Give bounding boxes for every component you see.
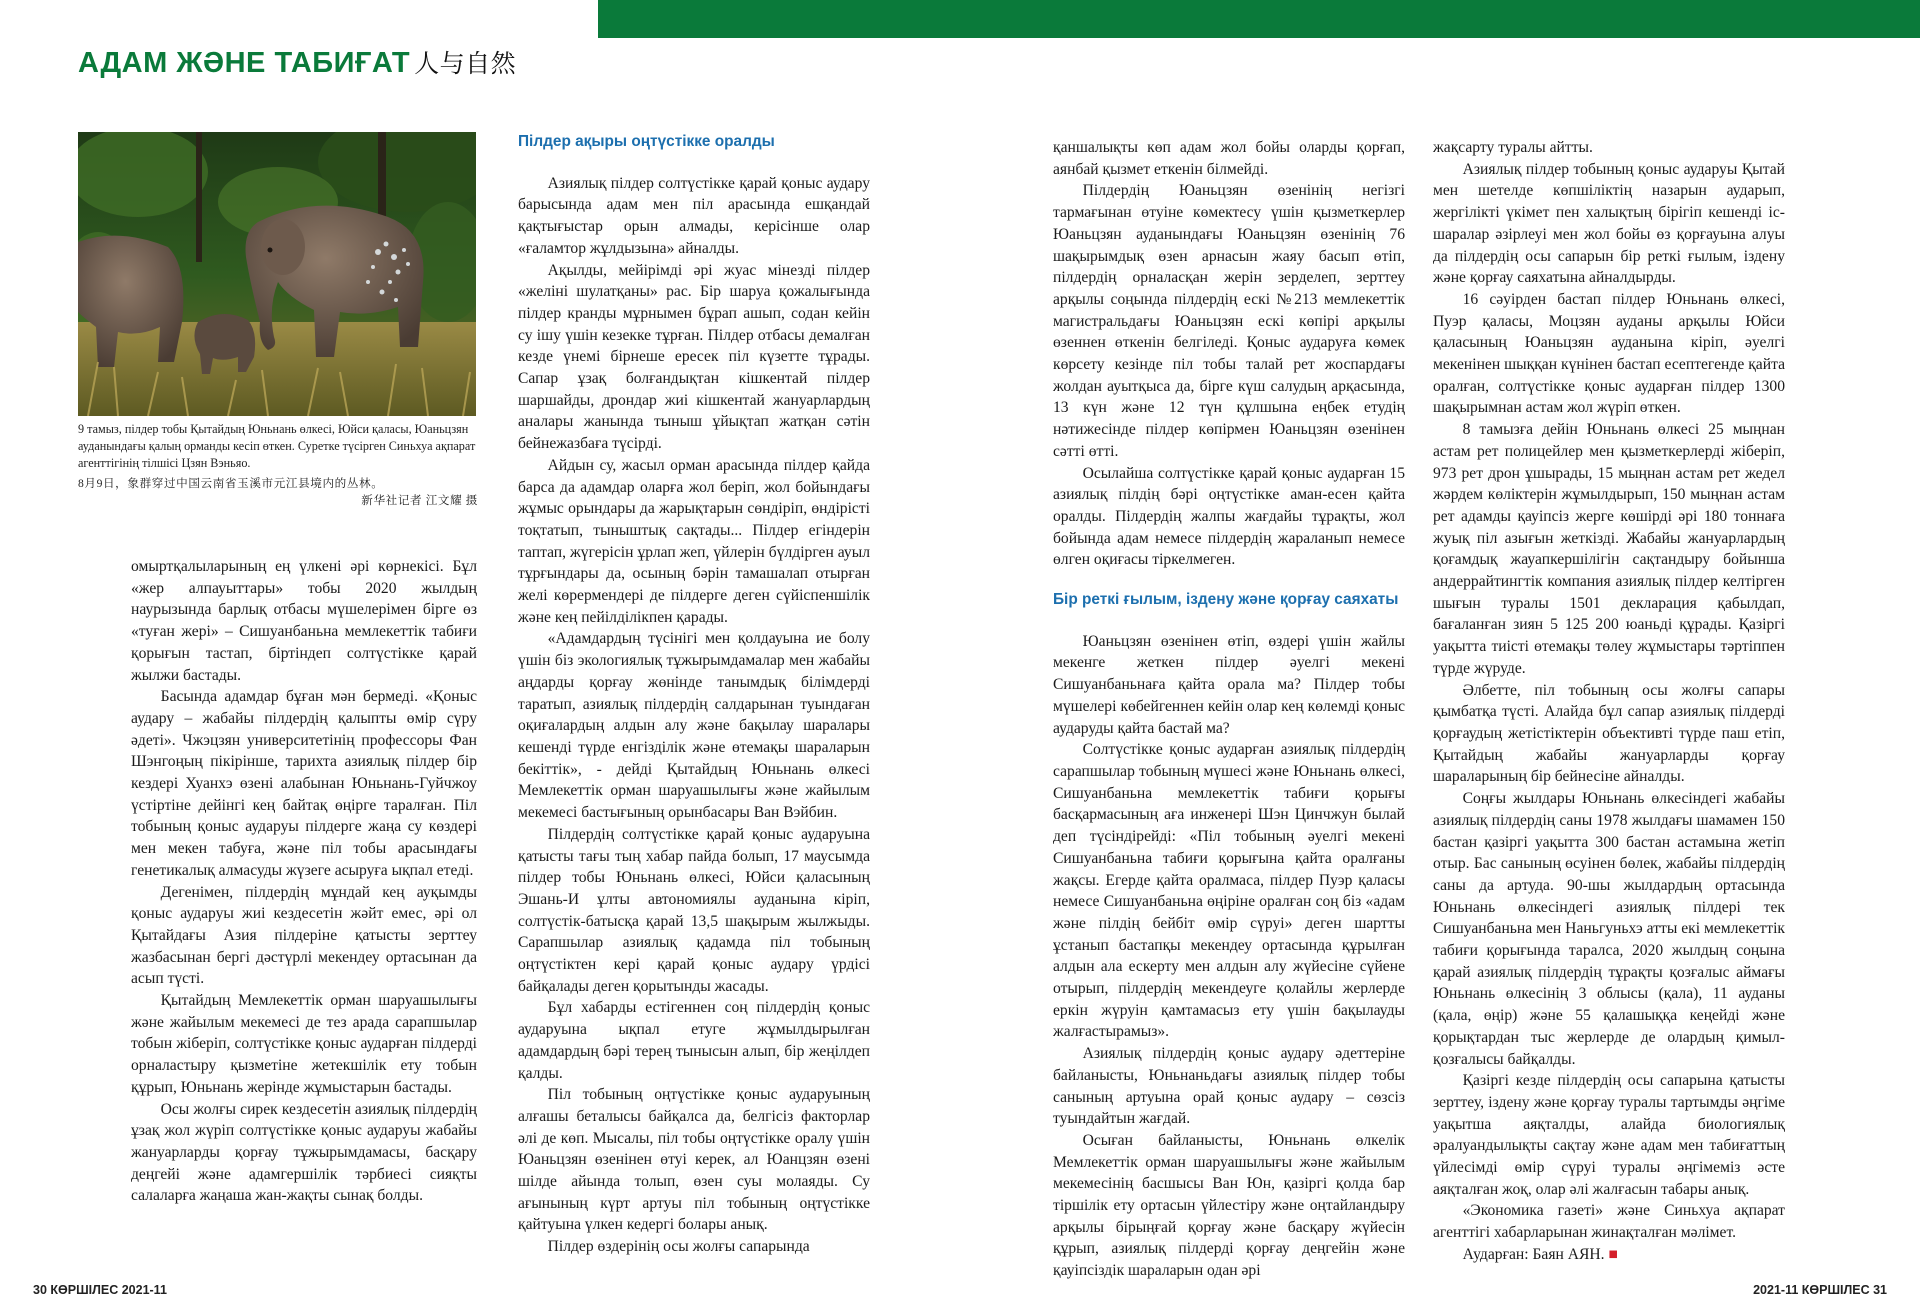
page-footer-left: 30 КӨРШІЛЕС 2021-11 bbox=[33, 1283, 167, 1297]
paragraph: Пілдер өздерінің осы жолғы сапарында bbox=[547, 1238, 810, 1256]
paragraph: Осыған байланысты, Юньнань өлкелік Мемлекеттік орман шаруашылығы және жайылым мекемесінің басшысы Ван Юн, қазіргі қолда бар тіршілік ету ортасын үйлестіру және оңтайландыру арқылы бірыңғай қорғау және басқару жүйесін құрып, азиялық пілдерді қорғау деңгейін және қауіпсіздік шараларын одан әрі bbox=[1053, 1131, 1405, 1280]
paragraph: Айдын су, жасыл орман арасында пілдер қайда барса да адамдар оларға жол беріп, жол бойындағы жұмыс орындары да жарықтарын сөндіріп, өндірісті тоқтатып, тыныштық сақтады... Пілдер егіндерін таптап, жүгерісін ұрлап жеп, үйлерін бүлдірген ауыл тұрғындары да, осының бәрін тамашалап отырған желі көрермендері де пілдерге деген сүйіспеншілік және кең пейілділікпен қарады. bbox=[518, 456, 870, 626]
paragraph: Соңғы жылдары Юньнань өлкесіндегі жабайы азиялық пілдердің саны 1978 жылдағы шамамен 150 бастан қазіргі уақытта 300 бастан астамына жетіп отыр. Бас санының өсуінен бөлек, жабайы пілдердің саны да артуда. 90-шы жылдардың ортасында Юньнань өлкесіндегі азиялық пілдері тек Сишуанбаньна мен Наньгуньхэ атты екі мемлекеттік табиғи қорығында таралса, 2020 жылдың соңына қарай азиялық пілдердің тұрақты қозғалыс аймағы Юньнань өлкесінің 3 облысы (қала), 11 ауданы (қала, өңір) және 55 қалашыққа кеңейді және қорықтардан тыс жерлерде де олардың қимыл-қозғалысы байқалды. bbox=[1433, 790, 1785, 1068]
page-footer-right: 2021-11 КӨРШІЛЕС 31 bbox=[1753, 1283, 1887, 1297]
translator-credit bbox=[1433, 1244, 1785, 1266]
paragraph: Пілдердің Юаньцзян өзенінің негізгі тармағынан өтуіне көмектесу үшін қызметкерлер Юаньцзян ауданындағы Юаньцзян өзенінің 76 шақырымдық өзен арнасын жаяу басып өтіп, пілдердің орналасқан жерін зерделеп, зерттеу арқылы соңында пілдердің ескі №213 мемлекеттік магистральдағы Юаньцзян ескі көпірі арқылы өзеннен өткенін белгіледі. Қоныс аударуға көмек көрсету кезінде піл тобы талай рет жоспардағы жолдан ауытқыса да, бірге күш салудың арқасында, 13 күн және 12 түн құлшына еңбек етудің нәтижесінде пілдер көпірмен Юаньцзян өзенінен сәтті өтті. bbox=[1053, 182, 1405, 460]
paragraph: Қытайдың Мемлекеттік орман шаруашылығы және жайылым мекемесі де тез арада сарапшылар тобын жіберіп, солтүстікке қоныс аударған пілдерді орналастыру қызметіне жетекшілік ету тобын құрып, Юньнань жерінде жұмыстарын бастады. bbox=[131, 992, 477, 1096]
paragraph: Пілдердің солтүстікке қарай қоныс аударуына қатысты тағы тың хабар пайда болып, 17 маусымда пілдер тобы Юньнань өлкесі, Юйси қаласының Эшань-И ұлты автономиялы ауданына кіріп, солтүстік-батысқа қарай 13,5 шақырым жылжыды. Сарапшылар азиялық қадамда піл тобының оңтүстіктен кері қарай қоныс аудару үрдісі байқалады деген қорытынды жасады. bbox=[518, 825, 870, 995]
photo-caption bbox=[78, 421, 478, 509]
section-title-cn: 人与自然 bbox=[414, 50, 517, 78]
caption-text: 9 тамыз, пілдер тобы Қытайдың Юньнань өлкесі, Юйси қаласы, Юаньцзян ауданындағы қалың орманды кесіп өткен. Суретке түсірген Синьхуа ақпарат агенттігінің тілшісі Цзян Вэньяо. bbox=[78, 422, 476, 470]
article-column-2 bbox=[518, 131, 870, 1258]
paragraph: Басында адамдар бұған мән бермеді. «Қоныс аудару – жабайы пілдердің қалыпты өмір сүру әдеті». Чжэцзян университетінің профессоры Фан Шэнгоңың пікірінше, тарихта азиялық пілдер бір кездері Хуанхэ өзені алабынан Юньнань-Гуйчжоу үстіртіне дейінгі кең байтақ өңірге таралған. Піл тобының қоныс аударуы пілдерге жаңа су көздері мен мекен табуға, және піл тобы арасындағы генетикалық алмасуды жүзеге асыруға ықпал етеді. bbox=[131, 688, 477, 879]
translator-text: Аударған: Баян АЯН. bbox=[1462, 1245, 1605, 1263]
section-title-text: АДАМ ЖӘНЕ ТАБИҒАТ bbox=[78, 47, 411, 79]
article-column-4 bbox=[1433, 137, 1785, 1266]
article-column-3 bbox=[1053, 137, 1405, 1282]
paragraph: Піл тобының оңтүстікке қоныс аударуының алғашы беталысы байқалса да, белгісіз факторлар әлі де көп. Мысалы, піл тобы оңтүстікке оралу үшін Юаньцзян өзенінен өтуі керек, ал Юанцзян өзені шілде айында толып, өзен суы молаяды. Су ағынының күрт артуы піл тобының оңтүстікке қайтуына үлкен кедергі болары анық. bbox=[518, 1086, 870, 1234]
paragraph: Ақылды, мейірімді әрі жуас мінезді пілдер «желіні шулатқаны» рас. Бір шаруа қожалығында пілдер кранды мұрнымен бұрап ашып, содан кейін су ішу үшін кезекке тұрған. Пілдер отбасы демалған кезде үнемі бірнеше ересек піл күзетте тұрады. Сапар ұзақ болғандықтан кішкентай пілдер шаршайды, дрондар жиі кішкентай жануарлардың аналары жанында тыныш ұйықтап жатқан сәтін бейнежазбаға түсірді. bbox=[518, 261, 870, 453]
paragraph: Осылайша солтүстікке қарай қоныс аударған 15 азиялық пілдің бәрі оңтүстікке аман-есен қайта оралды. Пілдердің жалпы жағдайы тұрақты, жол бойында адам немесе пілдердің жараланып немесе өлген оқиғасы тіркелмеген. bbox=[1053, 464, 1405, 569]
paragraph: 8 тамызға дейін Юньнань өлкесі 25 мыңнан астам рет полицейлер мен қызметкерлерді жіберіп, 973 рет дрон ұшырады, 15 мыңнан астам рет жедел жәрдем көліктерін жұмылдырып, 150 мыңнан астам рет адамды қауіпсіз жерге көшірді әрі 180 тоннаға жуық піл азығын жеткізді. Жабайы жануарлардың қоғамдық жауапкершілігін сақтандыру бойынша андеррайтингтік компания азиялық пілдер келтірген шығын туралы 1501 декларация қабылдап, бағаланған зиян 5 125 200 юаньді құрады. Қазіргі уақытта тиісті өтемақы төлеу жұмыстары тәртіппен түрде жүруде. bbox=[1433, 421, 1785, 677]
section-heading-science-journey: Бір реткі ғылым, іздену және қорғау саяхаты bbox=[1053, 591, 1399, 609]
paragraph: Әлбетте, піл тобының осы жолғы сапары қымбатқа түсті. Алайда бұл сапар азиялық пілдерді қорғаудың жетістіктерін объективті түрде паш етіп, Қытайдың жабайы жануарларды қорғау шараларының бір бейнесіне айналды. bbox=[1433, 681, 1785, 786]
paragraph: Қазіргі кезде пілдердің осы сапарына қатысты зерттеу, іздену және қорғау туралы тартымды әңгіме уақытша аяқталды, алайда биологиялық әралуандылықты сақтау және адам мен табиғаттың үйлесімді өмір сүруі туралы әңгімеміз әсте аяқталған жоқ, олар әлі жалғасын табары анық. bbox=[1433, 1072, 1785, 1198]
article-column-1 bbox=[131, 556, 477, 1207]
paragraph: 16 сәуірден бастап пілдер Юньнань өлкесі, Пуэр қаласы, Моцзян ауданы арқылы Юйси қаласының Юаньцзян ауданына кіріп, әуелгі мекенінен шыққан күнінен бастап есептегенде қайта оралған, солтүстікке қоныс аударған пілдер 1300 шақырымнан астам жол жүріп өткен. bbox=[1433, 290, 1785, 417]
header-color-bar bbox=[598, 0, 1920, 38]
photo-credit-cn: 新华社记者 江文耀 摄 bbox=[361, 494, 478, 507]
paragraph: «Экономика газеті» және Синьхуа ақпарат агенттігі хабарларынан жинақталған мәлімет. bbox=[1433, 1202, 1785, 1242]
end-mark-icon: ■ bbox=[1608, 1245, 1618, 1263]
section-title bbox=[78, 44, 516, 80]
paragraph: Юаньцзян өзенінен өтіп, өздері үшін жайлы мекенге жеткен пілдер әуелгі мекені Сишуанбаньнаға қайта орала ма? Пілдер тобы мүшелері көбейгеннен кейін олар кең көлемді қоныс аударуды қайта бастай ма? bbox=[1053, 632, 1405, 737]
caption-text-cn: 8月9日，象群穿过中国云南省玉溪市元江县境内的丛林。 bbox=[78, 477, 384, 490]
paragraph: «Адамдардың түсінігі мен қолдауына ие болу үшін біз экологиялық тұжырымдамалар мен жабайы аңдарды қорғау жөнінде танымдық білімдерді таратып, азиялық пілдердің салдарынан туындаған оқиғалардың алдын алу және бақылау шаралары кешенді түрде енгізділік және өтемақы шараларын бекіттік», - дейді Қытайдың Юньнань өлкесі Мемлекеттік орман шаруашылығы және жайылым мекемесі бастығының орынбасары Ван Вэйбин. bbox=[518, 630, 870, 822]
paragraph: Осы жолғы сирек кездесетін азиялық пілдердің ұзақ жол жүріп солтүстікке қоныс аударуы жабайы жануарларды қорғау тұжырымдамасы, басқару деңгейі және адамгершілік тәрбиесі сияқты салаларға жаңаша жан-жақты сынақ болды. bbox=[131, 1100, 477, 1205]
paragraph: Бұл хабарды естігеннен соң пілдердің қоныс аударуына ықпал етуге жұмылдырылған адамдардың бәрі терең тынысын алып, бір жеңілдеп қалды. bbox=[518, 999, 870, 1082]
paragraph: Азиялық пілдер солтүстікке қарай қоныс аудару барысында адам мен піл арасында ешқандай қақтығыстар орын алмады, керісінше олар «ғаламтор жұлдызына» айналды. bbox=[518, 174, 870, 257]
paragraph: Азиялық пілдер тобының қоныс аударуы Қытай мен шетелде көпшіліктің назарын аударып, жергілікті үкімет пен халықтың бірігіп кешенді іс-шаралар әзірлеуі мен жол бойы өз қорғауына алуы да пілдердің осы сапарын бір реткі ғылым, іздену және қорғау саяхатына айналдырды. bbox=[1433, 160, 1785, 287]
paragraph: Солтүстікке қоныс аударған азиялық пілдердің сарапшылар тобының мүшесі және Юньнань өлкесі, Сишуанбаньна мемлекеттік табиғи қорығы басқармасының аға инженері Шэн Цинчжун былай деп түсіндірейді: «Піл тобының әуелгі мекені Сишуанбаньна табиғи қорығына қайта оралғаны жақсы. Егерде қайта оралмаса, пілдер Пуэр қаласы немесе Сишуанбаньна өңіріне оралған соң біз «адам және пілдің бейбіт өмір сүруі» деген шартты ұстанып бастапқы мекендеу ортасында құрылған алдын ала ескерту мен алдын алу жүйесіне сүйене отырып, пілдердің мекендеуге қолайлы жерлерде еркін жүруін қамтамасыз ету үшін бақылауды жалғастырамыз». bbox=[1053, 741, 1405, 1041]
section-heading-elephants-return: Пілдер ақыры оңтүстікке оралды bbox=[518, 133, 775, 150]
paragraph: қаншалықты көп адам жол бойы оларды қорғап, аянбай қызмет еткенін білмейді. bbox=[1053, 139, 1405, 178]
paragraph: омыртқалыларының ең үлкені әрі көрнекісі. Бұл «жер алпауыттары» тобы 2020 жылдың наурызында барлық отбасы мүшелерімен бірге өз «туған жері» – Сишуанбаньна мемлекеттік табиғи қорығын тастап, біртіндеп солтүстікке қарай жылжи бастады. bbox=[131, 558, 477, 684]
paragraph: жақсарту туралы айтты. bbox=[1433, 139, 1593, 156]
paragraph: Дегенімен, пілдердің мұндай кең ауқымды қоныс аударуы жиі кездесетін жәйт емес, әрі ол Қытайдағы Азия пілдеріне қатысты зерттеу жазбасынан бергі дәстүрлі мекендеу ортасынан да асып түсті. bbox=[131, 883, 477, 988]
paragraph: Азиялық пілдердің қоныс аудару әдеттеріне байланысты, Юньнаньдағы азиялық пілдер тобы санының артуына орай қоныс аудару – сөзсіз туындайтын жағдай. bbox=[1053, 1045, 1405, 1128]
elephant-photo bbox=[78, 132, 476, 416]
